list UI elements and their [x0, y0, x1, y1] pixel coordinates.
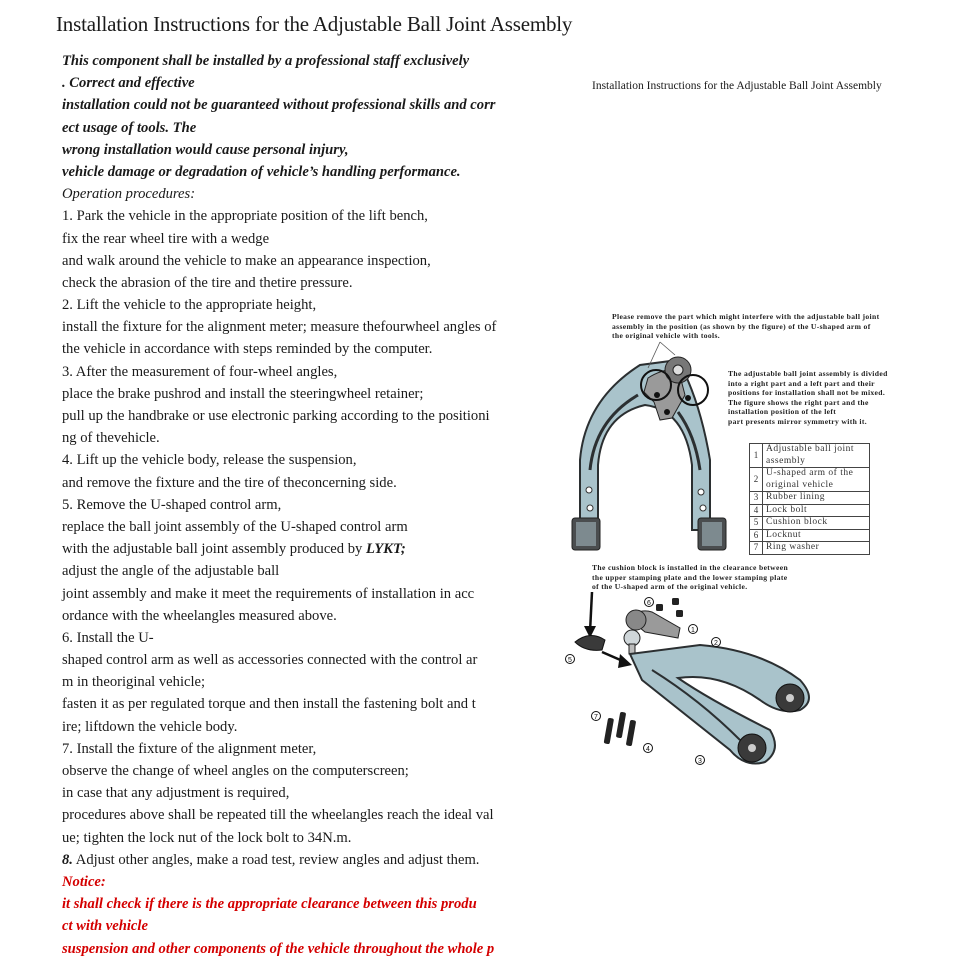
callout-6-icon [645, 598, 654, 608]
procedure-line: shaped control arm as well as accessories connected with the control ar [62, 652, 478, 669]
parts-legend-table [749, 443, 870, 555]
legend-row: 3 Rubber lining [750, 492, 870, 505]
legend-row: 2 U-shaped arm of the original vehicle [750, 468, 870, 492]
instructions-column [62, 50, 522, 960]
notice-line: it shall check if there is the appropriate clearance between this produ [62, 896, 477, 913]
ball-joint-assembly-icon [624, 610, 680, 654]
procedure-line: 2. Lift the vehicle to the appropriate height, [62, 297, 317, 314]
callout-2-icon [712, 638, 721, 648]
svg-text:1: 1 [691, 627, 695, 634]
cushion-block-icon [575, 635, 605, 650]
legend-row: 4 Lock bolt [750, 504, 870, 517]
procedure-line: adjust the angle of the adjustable ball [62, 563, 280, 580]
procedure-line [62, 538, 522, 560]
note-line: The cushion block is installed in the clearance between [592, 563, 789, 572]
procedure-line: 1. Park the vehicle in the appropriate position of the lift bench, [62, 208, 428, 225]
procedure-line: joint assembly and make it meet the requirements of installation in acc [62, 585, 475, 602]
procedure-line: ng of thevehicle. [62, 430, 160, 447]
note-line: the original vehicle with tools. [612, 331, 721, 341]
callout-3-icon [696, 756, 705, 766]
procedure-line: 6. Install the U- [62, 629, 154, 646]
procedures-list [62, 205, 522, 871]
note-line: of the U-shaped arm of the original vehicle. [592, 582, 748, 592]
procedure-line: ordance with the wheelangles measured above. [62, 607, 337, 624]
legend-row: 5 Cushion block [750, 517, 870, 530]
note-line: The adjustable ball joint assembly is divided [728, 369, 888, 378]
procedure-line [62, 849, 522, 871]
procedure-line: procedures above shall be repeated till the wheelangles reach the ideal val [62, 807, 494, 824]
svg-text:6: 6 [647, 600, 651, 607]
bushing-right-icon [698, 518, 726, 550]
callout-1-icon [689, 625, 698, 635]
warning-line: This component shall be installed by a professional staff exclusively [62, 53, 470, 69]
procedures-heading: Operation procedures: [62, 186, 196, 203]
cushion-block-note [592, 563, 788, 592]
locknut-icon [656, 598, 683, 617]
step5-text: with the adjustable ball joint assembly produced by [62, 541, 366, 558]
procedure-line: ue; tighten the lock nut of the lock bolt to 34N.m. [62, 829, 352, 846]
procedure-line: the vehicle in accordance with steps reminded by the computer. [62, 341, 433, 358]
warning-line: ect usage of tools. The [62, 119, 197, 136]
remove-part-note [612, 312, 879, 341]
callout-5-icon [566, 655, 575, 665]
procedure-line: and remove the fixture and the tire of theconcerning side. [62, 474, 397, 491]
legend-row: 7 Ring washer [750, 542, 870, 555]
legend-row: 1 Adjustable ball joint assembly [750, 444, 870, 468]
page-title: Installation Instructions for the Adjustable Ball Joint Assembly [56, 12, 573, 36]
warning-line: vehicle damage or degradation of vehicle’s handling performance. [62, 163, 461, 180]
step8-number: 8. [62, 851, 73, 868]
note-line: assembly in the position (as shown by the figure) of the U-shaped arm of [612, 321, 871, 331]
procedure-line: pull up the handbrake or use electronic parking according to the positioni [62, 408, 490, 424]
u-arm-top-view-diagram [560, 340, 740, 565]
warning-line: . Correct and effective [62, 75, 195, 92]
procedure-line: ire; liftdown the vehicle body. [62, 718, 238, 735]
callout-4-icon [644, 744, 653, 754]
warning-line: wrong installation would cause personal injury, [62, 141, 349, 158]
bushing-left-icon [572, 518, 600, 550]
notice-heading: Notice: [62, 873, 106, 890]
procedure-line: fix the rear wheel tire with a wedge [62, 230, 270, 247]
legend-row: 6 Locknut [750, 529, 870, 542]
procedure-line: and walk around the vehicle to make an appearance inspection, [62, 252, 431, 269]
notice-line: suspension and other components of the vehicle throughout the whole p [62, 940, 495, 957]
warning-block [62, 50, 522, 183]
procedure-line: 7. Install the fixture of the alignment meter, [62, 740, 317, 757]
svg-text:2: 2 [714, 640, 718, 647]
lock-bolt-icon [604, 712, 637, 747]
procedure-line: 5. Remove the U-shaped control arm, [62, 496, 282, 513]
procedure-line: 4. Lift up the vehicle body, release the suspension, [62, 452, 357, 469]
procedure-line: observe the change of wheel angles on the computerscreen; [62, 763, 409, 779]
left-right-division-note [728, 369, 888, 427]
exploded-view-diagram [560, 590, 830, 775]
procedure-line: in case that any adjustment is required, [62, 785, 290, 802]
warning-line: installation could not be guaranteed without professional skills and corr [62, 97, 496, 114]
procedure-line: install the fixture for the alignment meter; measure thefourwheel angles of [62, 319, 497, 336]
notice-block [62, 871, 522, 960]
note-line: installation position of the left [728, 407, 837, 417]
note-line: The figure shows the right part and the [728, 397, 869, 407]
procedure-line: 3. After the measurement of four-wheel angles, [62, 363, 338, 380]
note-line: the upper stamping plate and the lower stamping plate [592, 572, 788, 582]
svg-text:5: 5 [568, 657, 572, 664]
svg-text:7: 7 [594, 714, 598, 721]
note-line: positions for installation shall not be mixed. [728, 388, 886, 398]
callout-7-icon [592, 712, 601, 722]
u-shaped-arm-icon [580, 360, 710, 530]
figure-title: Installation Instructions for the Adjustable Ball Joint Assembly [592, 80, 882, 92]
procedure-line: replace the ball joint assembly of the U-shaped control arm [62, 518, 408, 535]
svg-text:4: 4 [646, 746, 650, 753]
note-line: part presents mirror symmetry with it. [728, 416, 867, 426]
brand-name: LYKT; [365, 541, 406, 558]
procedure-line: check the abrasion of the tire and thetire pressure. [62, 274, 353, 291]
svg-text:3: 3 [698, 758, 702, 765]
notice-line: ct with vehicle [62, 918, 148, 935]
note-line: Please remove the part which might interfere with the adjustable ball joint [612, 312, 880, 321]
procedure-line: place the brake pushrod and install the steeringwheel retainer; [62, 385, 424, 402]
procedure-line: fasten it as per regulated torque and then install the fastening bolt and t [62, 696, 476, 713]
arrow-icon [584, 592, 632, 668]
step8-text: Adjust other angles, make a road test, review angles and adjust them. [72, 851, 480, 868]
procedure-line: m in theoriginal vehicle; [62, 674, 206, 691]
note-line: into a right part and a left part and their [728, 378, 875, 388]
